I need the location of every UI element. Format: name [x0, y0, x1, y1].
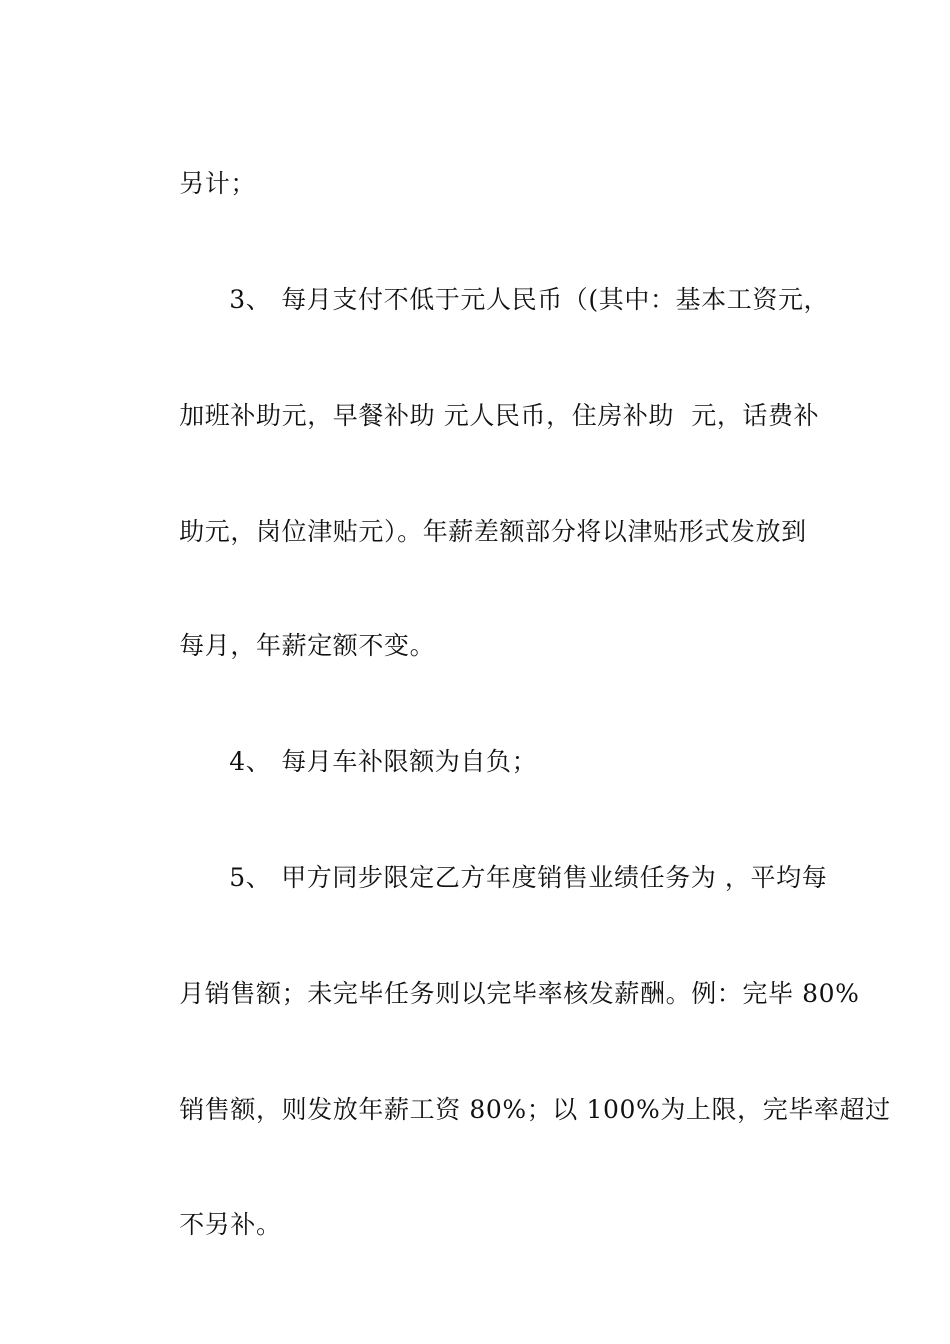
list-number: 4、 — [229, 747, 272, 776]
list-item-4 — [195, 714, 860, 810]
line-text: 销售额，则发放年薪工资 80%；以 100%为上限，完毕率超过 — [179, 1095, 891, 1124]
line-text: 每月车补限额为自负； — [281, 747, 538, 776]
list-item-3 — [195, 252, 860, 348]
paragraph-line — [145, 368, 820, 464]
line-text: 月销售额；未完毕任务则以完毕率核发薪酬。例：完毕 80% — [179, 979, 860, 1008]
line-text: 助元，岗位津贴元）。年薪差额部分将以津贴形式发放到 — [179, 517, 807, 546]
paragraph-line — [145, 484, 810, 580]
line-text: 加班补助元，早餐补助 元人民币，住房补助 元，话费补 — [179, 401, 820, 430]
paragraph-line — [145, 1062, 891, 1158]
paragraph-line — [145, 1177, 810, 1273]
line-text: 甲方同步限定乙方年度销售业绩任务为 ，平均每 — [281, 863, 828, 892]
list-number: 5、 — [229, 863, 272, 892]
paragraph-line — [145, 136, 810, 232]
line-text: 另计； — [179, 169, 256, 198]
list-item-5 — [195, 830, 860, 926]
line-text: 每月支付不低于元人民币（(其中：基本工资元， — [281, 285, 830, 314]
line-text: 不另补。 — [179, 1210, 282, 1239]
paragraph-line — [145, 946, 860, 1042]
list-number: 3、 — [229, 285, 272, 314]
line-text: 每月，年薪定额不变。 — [179, 631, 436, 660]
paragraph-line — [145, 598, 810, 694]
